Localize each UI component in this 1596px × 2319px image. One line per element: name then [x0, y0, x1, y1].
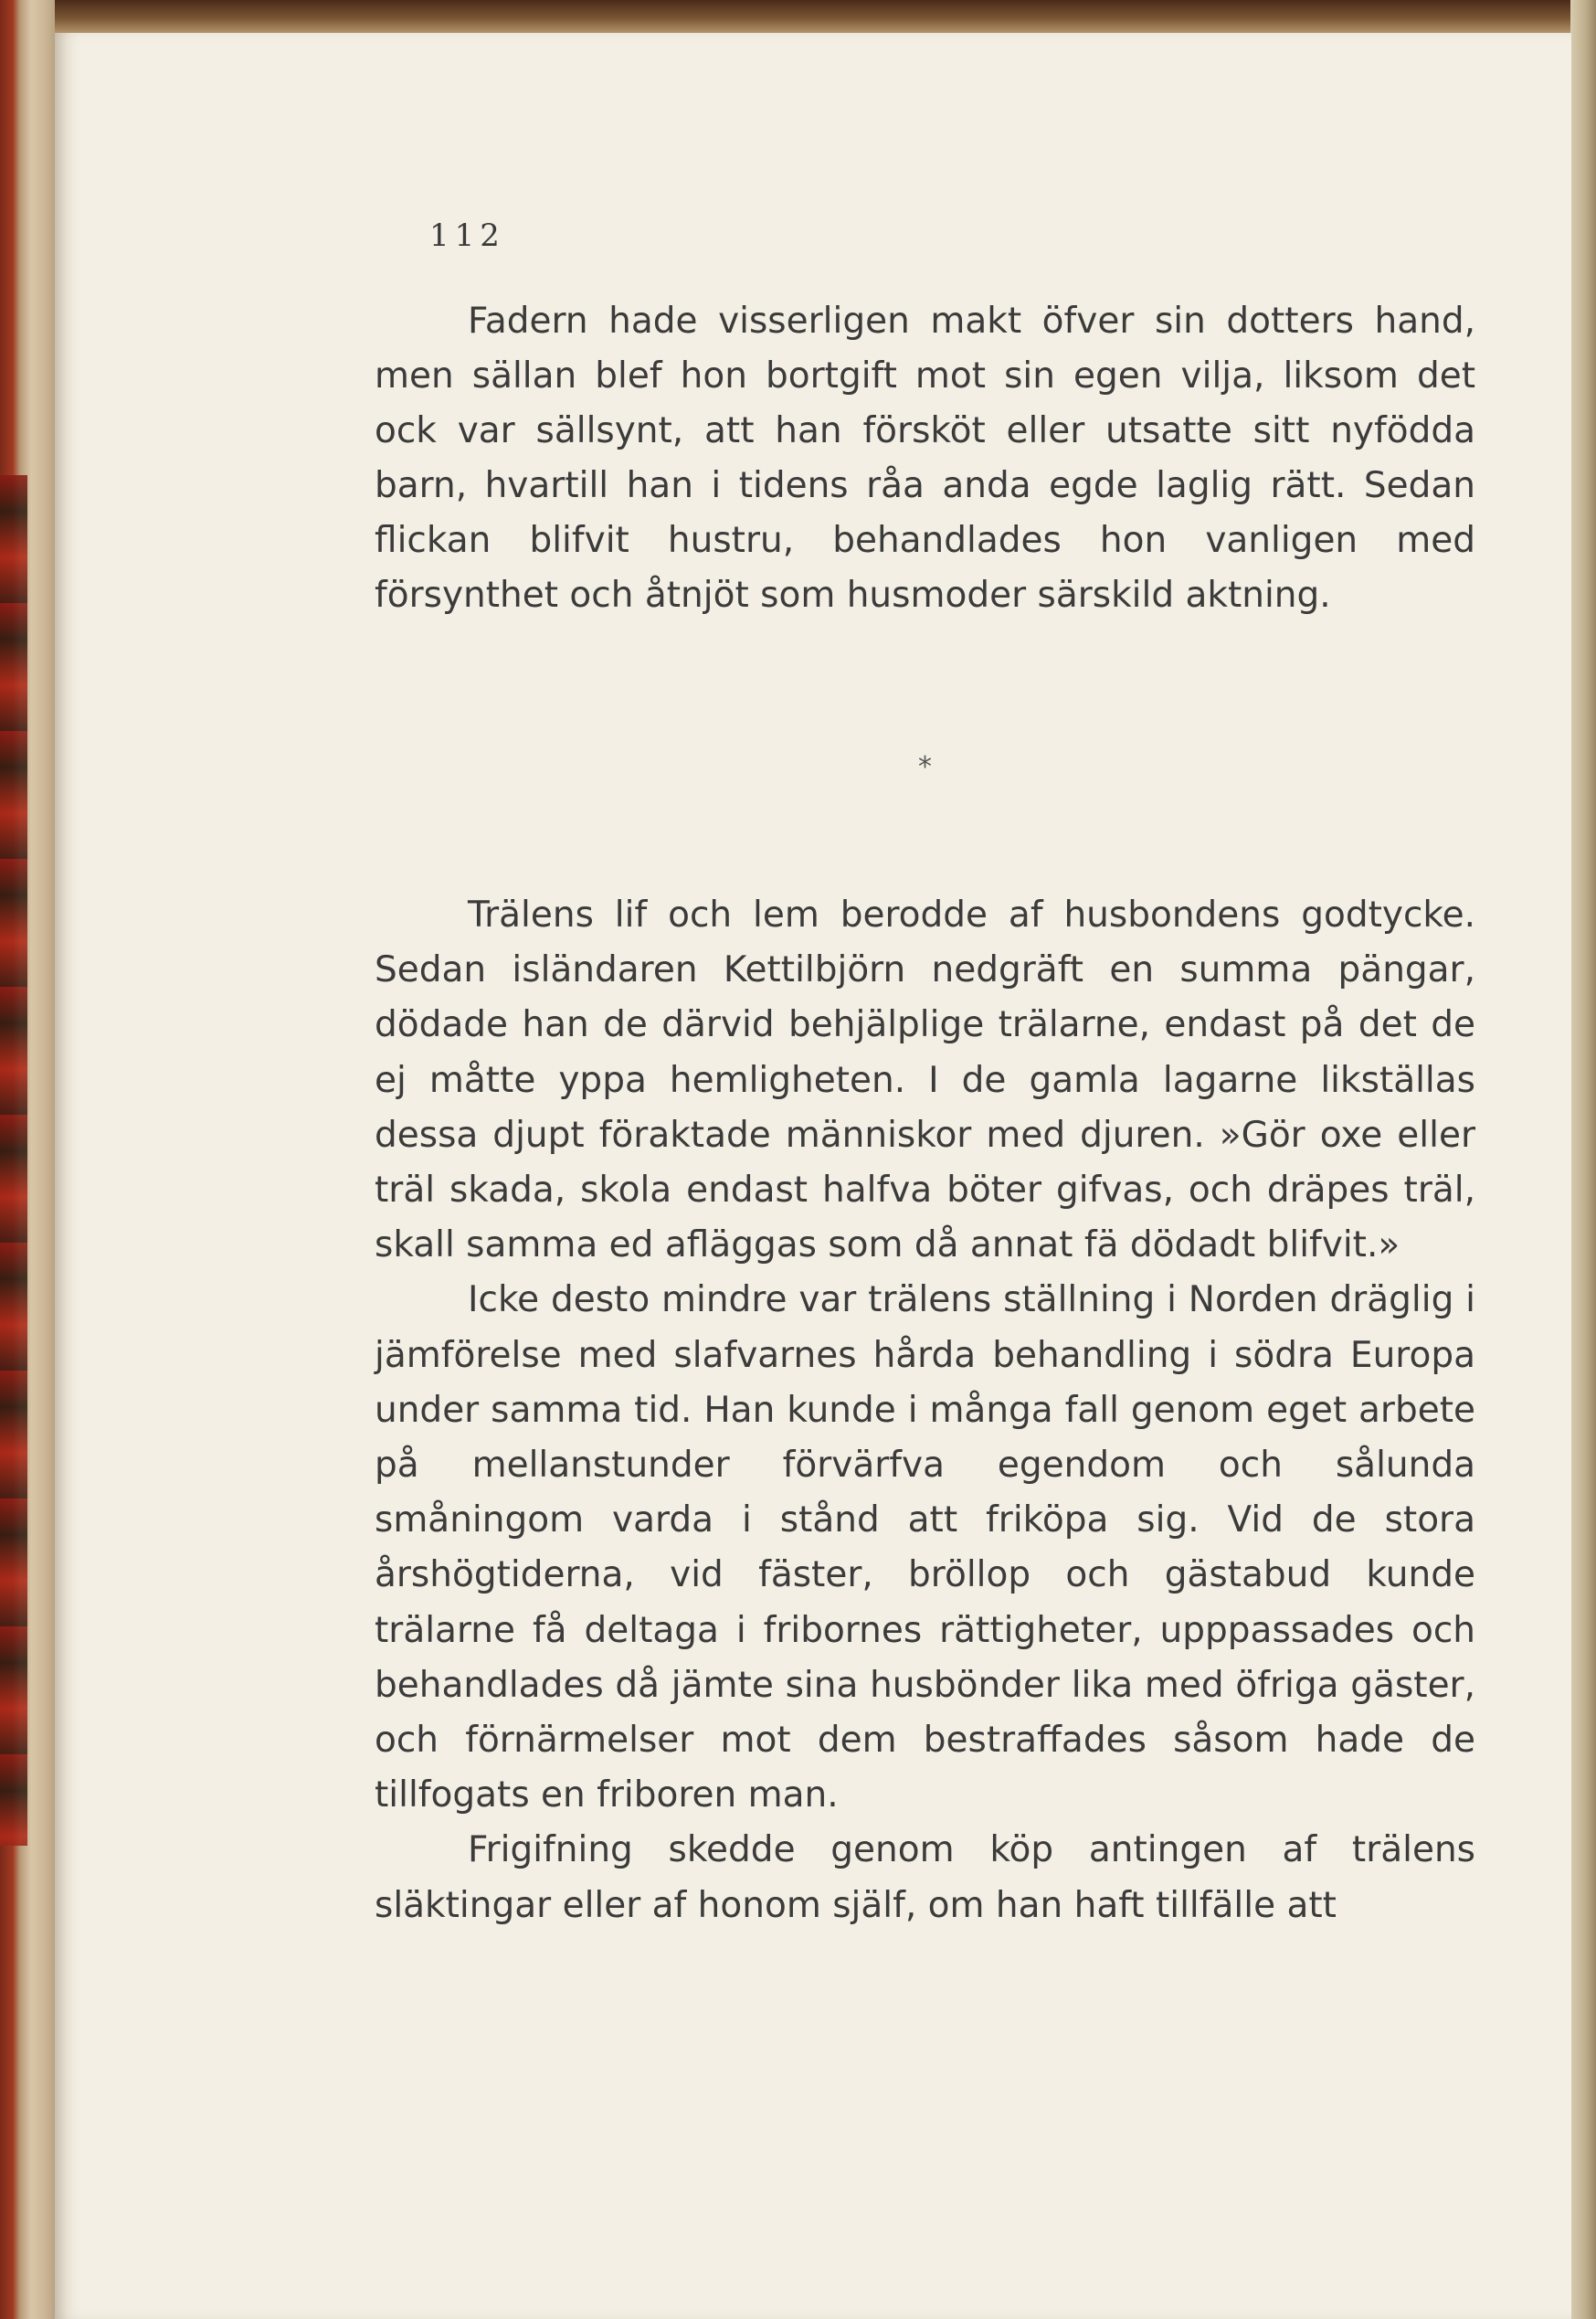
book-top-edge [0, 0, 1596, 35]
text-section-1 [375, 294, 1475, 623]
paragraph: Icke desto mindre var trälens ställning i Norden dräglig i jämförelse med slafvarnes hårda behandling i södra Europa under samma tid. Han kunde i många fall genom eget arbete på mellanstunder förvärfva egendom och sålunda småningom varda i stånd att friköpa sig. Vid de stora årshögtiderna, vid fäster, bröllop och gästabud kunde trälarne få deltaga i fribornes rättigheter, upppassades och behandlades då jämte sina husbönder lika med öfriga gäster, och förnärmelser mot dem bestraffades såsom hade de tillfogats en friboren man. [375, 1279, 1475, 1816]
paragraph: Trälens lif och lem berodde af husbondens godtycke. Sedan isländaren Kettilbjörn nedgräft en summa pängar, dödade han de därvid behjälplige trälarne, endast på det de ej måtte yppa hemligheten. I de gamla lagarne likställas dessa djupt föraktade människor med djuren. »Gör oxe eller träl skada, skola endast halfva böter gifvas, och dräpes träl, skall samma ed afläggas som då annat fä dödadt blifvit.» [375, 895, 1475, 1266]
text-section-2 [375, 888, 1475, 1933]
page-number: 112 [429, 217, 505, 254]
book-right-edge [1570, 0, 1596, 2319]
book-cover-edge [0, 0, 55, 2319]
paragraph: Frigifning skedde genom köp antingen af trälens släktingar eller af honom själf, om han haft tillfälle att [375, 1829, 1475, 1926]
paragraph: Fadern hade visserligen makt öfver sin dotters hand, men sällan blef hon bortgift mot sin egen vilja, liksom det ock var sällsynt, att han försköt eller utsatte sitt nyfödda barn, hvartill han i tidens råa anda egde laglig rätt. Sedan flickan blifvit hustru, behandlades hon vanligen med försynthet och åtnjöt som husmoder särskild aktning. [375, 301, 1475, 616]
asterisk-divider: * [918, 751, 932, 783]
